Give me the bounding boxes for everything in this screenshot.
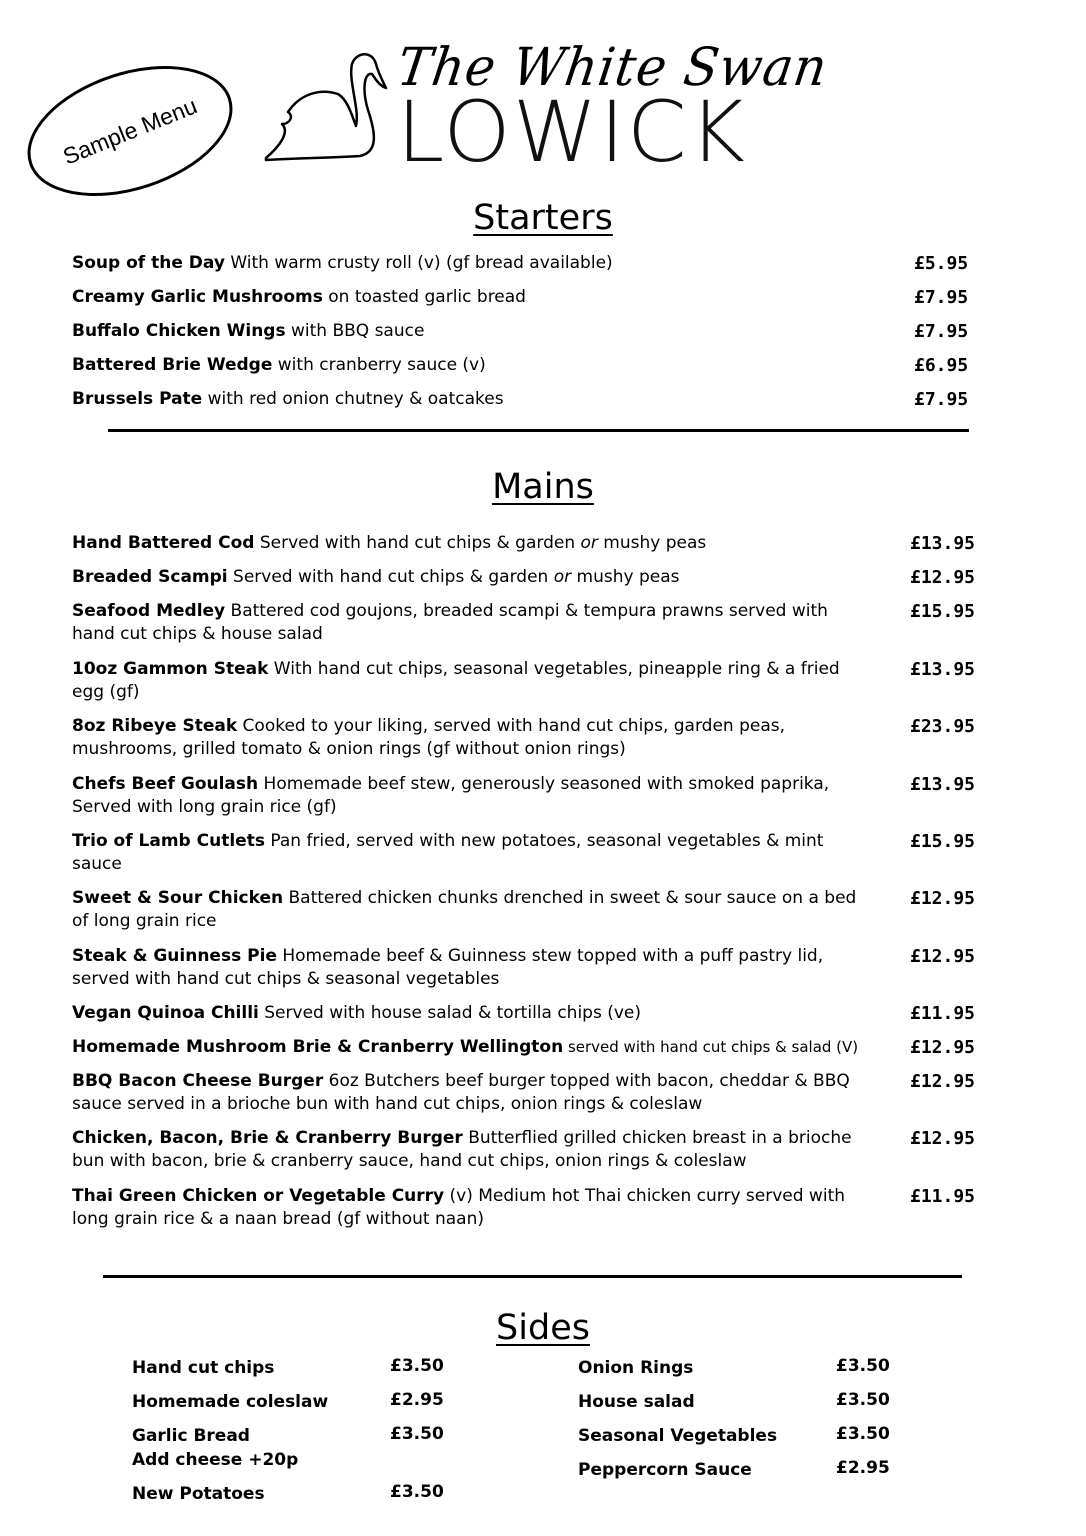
item-price: £7.95	[914, 389, 969, 410]
menu-item	[72, 320, 982, 343]
item-description: Homemade beef stew, generously seasoned with smoked paprika, Served with long grain rice (gf)	[72, 774, 830, 817]
side-name: House salad	[578, 1392, 695, 1412]
item-description: on toasted garlic bread	[322, 287, 526, 307]
item-price: £12.95	[910, 567, 976, 588]
item-name: Chicken, Bacon, Brie & Cranberry Burger	[72, 1128, 463, 1148]
item-name: 8oz Ribeye Steak	[72, 716, 238, 736]
item-price: £13.95	[910, 774, 976, 795]
logo-town-name: LOWICK	[396, 83, 747, 181]
item-name: Battered Brie Wedge	[72, 355, 273, 375]
menu-item	[72, 286, 982, 309]
item-name: Thai Green Chicken or Vegetable Curry	[72, 1186, 445, 1206]
item-description: with cranberry sauce (v)	[272, 355, 486, 375]
item-name: Sweet & Sour Chicken	[72, 888, 284, 908]
item-price: £13.95	[910, 659, 976, 680]
item-description: Served with hand cut chips & garden	[227, 567, 554, 587]
side-price: £3.50	[836, 1390, 890, 1410]
item-price: £7.95	[914, 287, 969, 308]
item-price: £6.95	[914, 355, 969, 376]
menu-item	[72, 532, 982, 555]
item-price: £11.95	[910, 1186, 976, 1207]
section-divider	[108, 429, 969, 432]
menu-item	[72, 715, 982, 761]
item-description: With warm crusty roll (v) (gf bread available)	[224, 253, 613, 273]
side-name: Peppercorn Sauce	[578, 1460, 752, 1480]
item-name: Buffalo Chicken Wings	[72, 321, 286, 341]
item-name: BBQ Bacon Cheese Burger	[72, 1071, 324, 1091]
item-price: £12.95	[910, 1128, 976, 1149]
sides-title: Sides	[496, 1308, 590, 1348]
item-price: £15.95	[910, 601, 976, 622]
menu-item	[72, 1185, 982, 1231]
menu-item	[72, 354, 982, 377]
item-description: Butterflied grilled chicken breast in a brioche bun with bacon, brie & cranberry sauce, hand cut chips, onion rings & coleslaw	[72, 1128, 852, 1171]
side-name: New Potatoes	[132, 1484, 265, 1504]
item-price: £12.95	[910, 1037, 976, 1058]
side-price: £3.50	[836, 1424, 890, 1444]
item-price: £5.95	[914, 253, 969, 274]
side-note: Add cheese +20p	[132, 1450, 299, 1470]
item-description: Cooked to your liking, served with hand cut chips, garden peas, mushrooms, grilled tomato & onion rings (gf without onion rings)	[72, 716, 786, 759]
item-description: With hand cut chips, seasonal vegetables, pineapple ring & a fried egg (gf)	[72, 659, 840, 702]
section-divider	[103, 1275, 962, 1278]
menu-item	[72, 388, 982, 411]
menu-item	[72, 1002, 982, 1025]
item-name: Trio of Lamb Cutlets	[72, 831, 265, 851]
swan-icon	[260, 50, 400, 170]
item-description: Pan fried, served with new potatoes, seasonal vegetables & mint sauce	[72, 831, 824, 874]
item-description: Homemade beef & Guinness stew topped with a puff pastry lid, served with hand cut chips & seasonal vegetables	[72, 946, 824, 989]
side-name: Homemade coleslaw	[132, 1392, 329, 1412]
menu-item	[72, 773, 982, 819]
item-price: £7.95	[914, 321, 969, 342]
item-name: Soup of the Day	[72, 253, 225, 273]
side-price: £3.50	[836, 1356, 890, 1376]
item-name: Creamy Garlic Mushrooms	[72, 287, 323, 307]
item-name: Chefs Beef Goulash	[72, 774, 259, 794]
item-description: Battered cod goujons, breaded scampi & tempura prawns served with hand cut chips & house salad	[72, 601, 828, 644]
mains-title: Mains	[492, 467, 594, 507]
menu-item	[72, 658, 982, 704]
menu-item	[72, 945, 982, 991]
item-name: Brussels Pate	[72, 389, 203, 409]
item-description: Served with house salad & tortilla chips (ve)	[258, 1003, 642, 1023]
menu-item	[72, 600, 982, 646]
item-name: Steak & Guinness Pie	[72, 946, 277, 966]
item-description: with red onion chutney & oatcakes	[202, 389, 504, 409]
item-price: £12.95	[910, 1071, 976, 1092]
item-price: £12.95	[910, 946, 976, 967]
item-description-emphasis: or	[580, 533, 598, 553]
menu-item	[72, 1036, 982, 1059]
side-price: £3.50	[390, 1356, 444, 1376]
item-description: mushy peas	[571, 567, 680, 587]
item-price: £15.95	[910, 831, 976, 852]
item-description: mushy peas	[597, 533, 707, 553]
item-name: Breaded Scampi	[72, 567, 228, 587]
item-description: Battered chicken chunks drenched in sweet & sour sauce on a bed of long grain rice	[72, 888, 857, 931]
side-name: Onion Rings	[578, 1358, 694, 1378]
item-price: £12.95	[910, 888, 976, 909]
item-name: Homemade Mushroom Brie & Cranberry Wellington	[72, 1037, 564, 1057]
menu-item	[72, 830, 982, 876]
logo-script-name: The White Swan	[393, 36, 832, 98]
side-name: Seasonal Vegetables	[578, 1426, 778, 1446]
side-name: Garlic Bread	[132, 1426, 250, 1446]
item-name: Hand Battered Cod	[72, 533, 255, 553]
item-description: with BBQ sauce	[285, 321, 425, 341]
item-name: Vegan Quinoa Chilli	[72, 1003, 259, 1023]
starters-title: Starters	[473, 198, 613, 238]
menu-item	[72, 1070, 982, 1116]
item-price: £13.95	[910, 533, 976, 554]
item-description: (v) Medium hot Thai chicken curry served with long grain rice & a naan bread (gf without naan)	[72, 1186, 846, 1229]
restaurant-logo	[260, 36, 832, 181]
item-name: 10oz Gammon Steak	[72, 659, 269, 679]
side-price: £3.50	[390, 1482, 444, 1502]
item-price: £23.95	[910, 716, 976, 737]
item-description: served with hand cut chips & salad (V)	[563, 1038, 859, 1056]
menu-item	[72, 887, 982, 933]
side-price: £2.95	[836, 1458, 890, 1478]
item-description: Served with hand cut chips & garden	[254, 533, 581, 553]
menu-item	[72, 566, 982, 589]
menu-item	[72, 1127, 982, 1173]
item-name: Seafood Medley	[72, 601, 226, 621]
side-price: £3.50	[390, 1424, 444, 1444]
sample-menu-stamp	[11, 42, 249, 220]
stamp-label: Sample Menu	[59, 91, 201, 170]
item-description-emphasis: or	[553, 567, 572, 587]
item-price: £11.95	[910, 1003, 976, 1024]
menu-item	[72, 252, 982, 275]
item-description: 6oz Butchers beef burger topped with bacon, cheddar & BBQ sauce served in a brioche bun with hand cut chips, onion rings & coleslaw	[72, 1071, 850, 1114]
side-price: £2.95	[390, 1390, 444, 1410]
side-name: Hand cut chips	[132, 1358, 275, 1378]
